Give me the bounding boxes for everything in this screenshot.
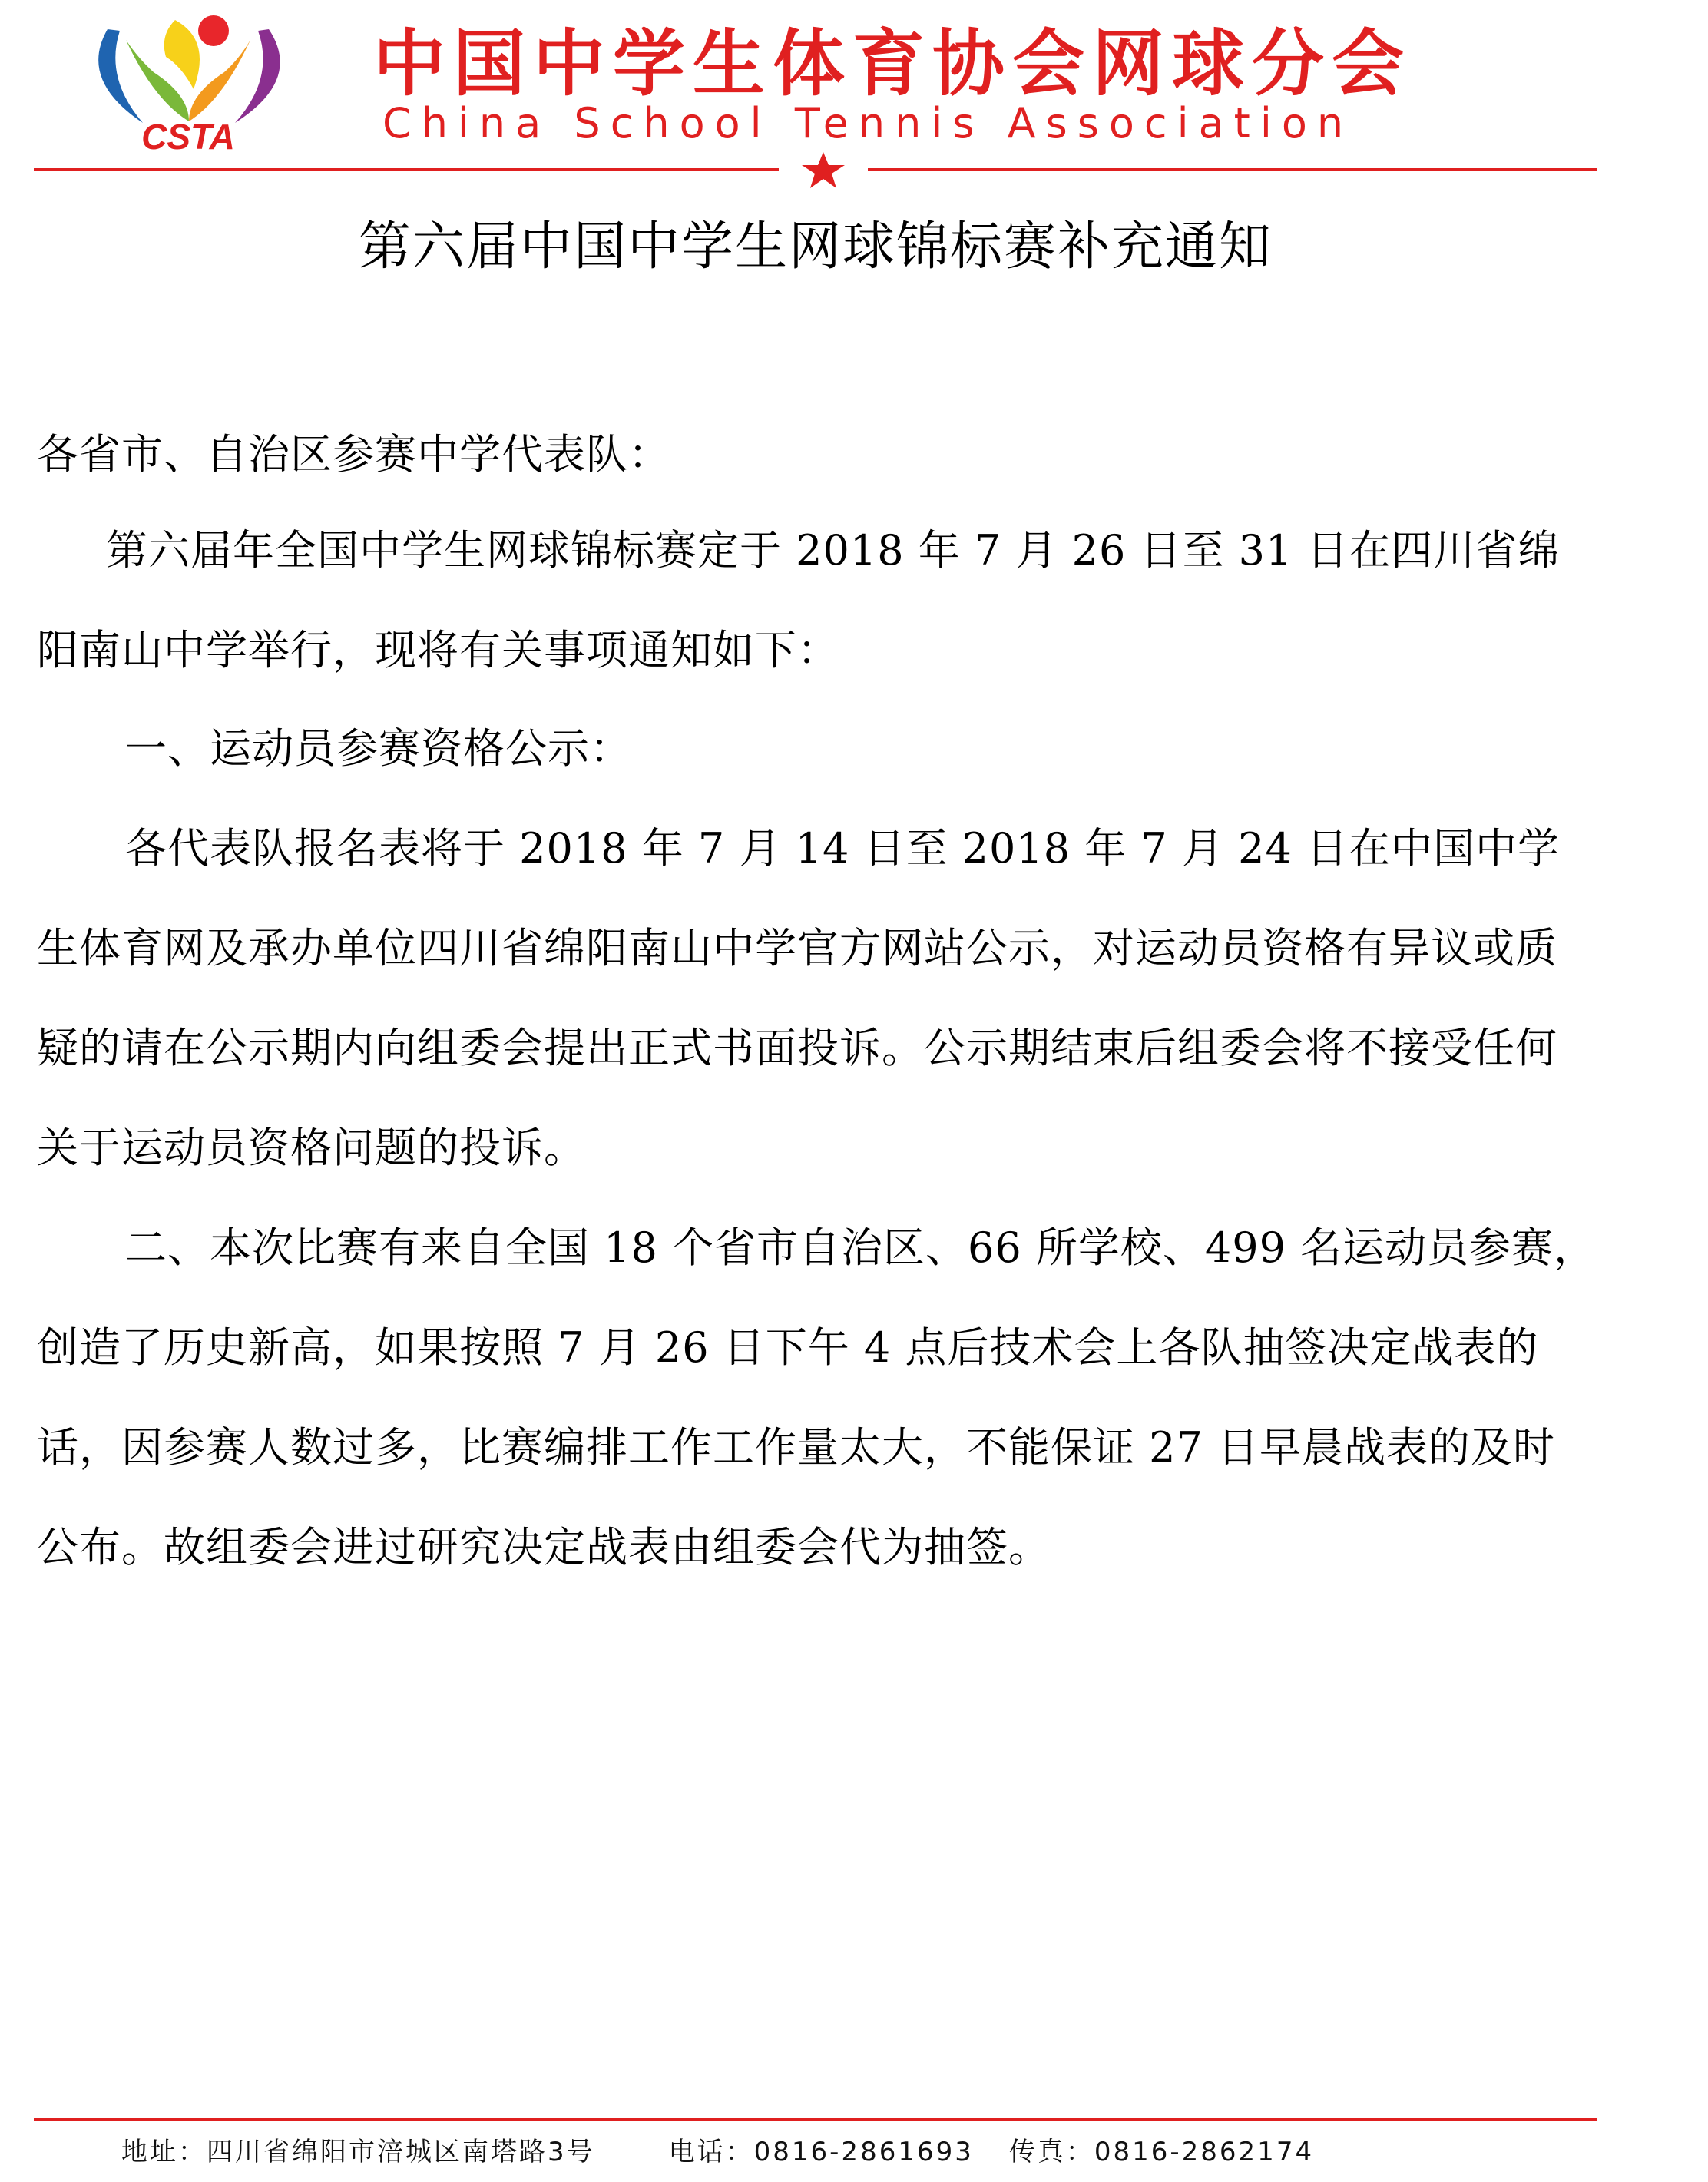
footer-address: 地址：四川省绵阳市涪城区南塔路3号 xyxy=(121,2137,595,2167)
salutation: 各省市、自治区参赛中学代表队： xyxy=(37,430,670,478)
csta-logo xyxy=(77,9,330,155)
star-icon xyxy=(799,151,848,190)
header-rule-left xyxy=(34,168,779,171)
document-title: 第六届中国中学生网球锦标赛补充通知 xyxy=(358,217,1273,277)
section2-paragraph: 二、本次比赛有来自全国 18 个省市自治区、66 所学校、499 名运动员参赛，创造了历史新高，如果按照 7 月 26 日下午 4 点后技术会上各队抽签决定战表的话，因参赛人数过多，比赛编排工作工作量太大，不能保证 27 日早晨战表的及时公布。故组委会进过研究决定战表由组委会代为抽签。 xyxy=(37,1223,1597,1571)
logo-yellow-flame xyxy=(164,20,200,89)
footer-rule xyxy=(34,2118,1597,2121)
org-name-en: China School Tennis Association xyxy=(382,99,1354,147)
logo-purple-arc xyxy=(235,29,280,123)
logo-blue-arc xyxy=(98,29,143,123)
footer-phone: 电话：0816-2861693 xyxy=(668,2137,974,2167)
section1-paragraph: 各代表队报名表将于 2018 年 7 月 14 日至 2018 年 7 月 24 日在中国中学生体育网及承办单位四川省绵阳南山中学官方网站公示，对运动员资格有异议或质疑的请在公示期内向组委会提出正式书面投诉。公示期结束后组委会将不接受任何关于运动员资格问题的投诉。 xyxy=(37,824,1560,1172)
intro-paragraph: 第六届年全国中学生网球锦标赛定于 2018 年 7 月 26 日至 31 日在四川省绵阳南山中学举行，现将有关事项通知如下： xyxy=(37,526,1561,674)
org-name-cn: 中国中学生体育协会网球分会 xyxy=(373,22,1412,106)
logo-red-ball xyxy=(198,15,229,46)
footer-contact xyxy=(121,2129,1597,2175)
logo-text: CSTA xyxy=(141,117,235,155)
header-rule-right xyxy=(868,168,1597,171)
footer-fax: 传真：0816-2862174 xyxy=(1008,2137,1315,2167)
section1-heading: 一、运动员参赛资格公示： xyxy=(125,724,632,773)
